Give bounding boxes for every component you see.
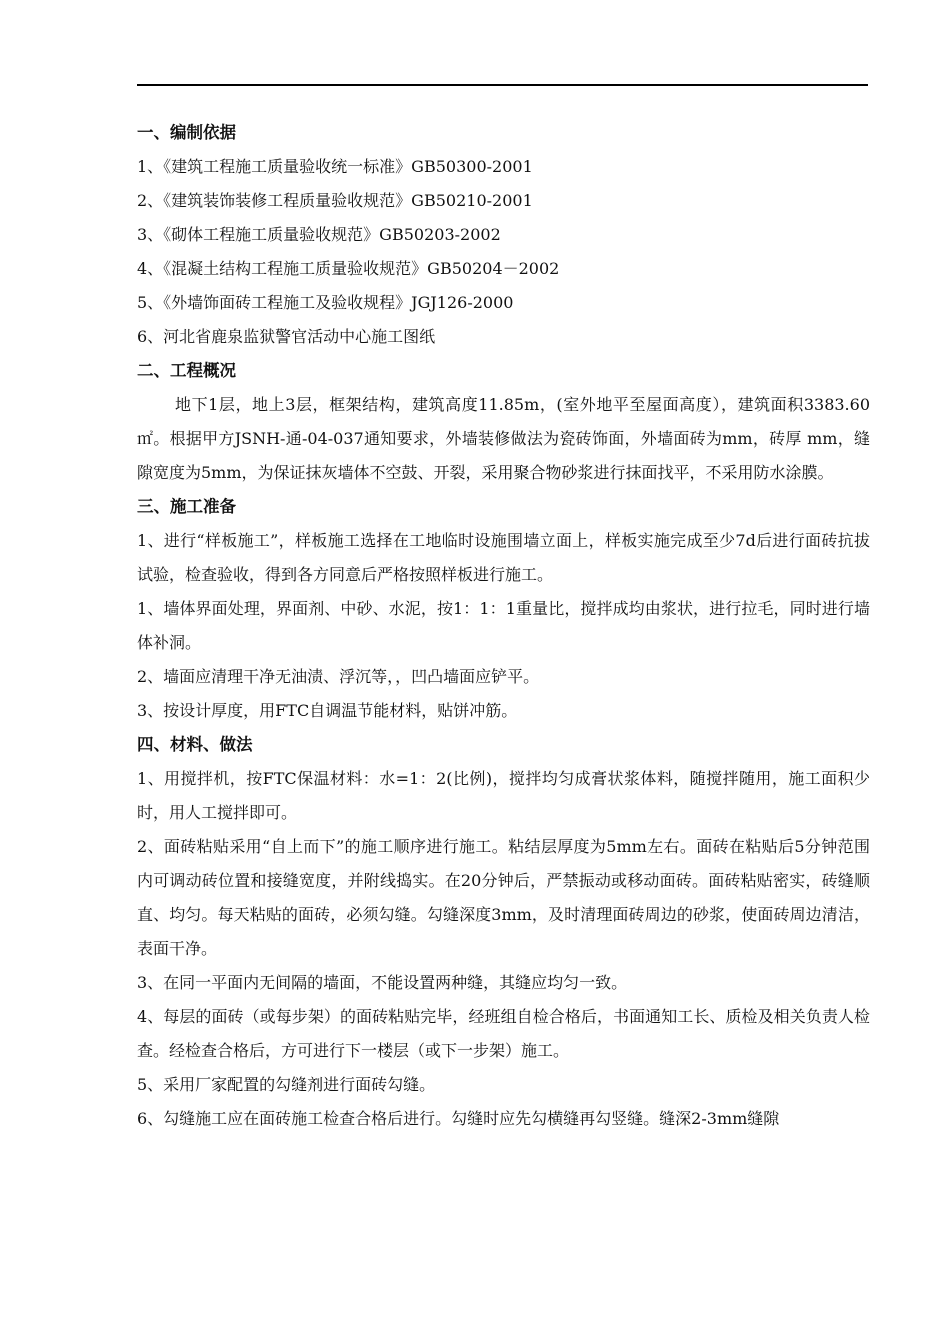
list-item: 1、进行“样板施工”，样板施工选择在工地临时设施围墙立面上，样板实施完成至少7d后进行面砖抗拔试验，检查验收，得到各方同意后严格按照样板进行施工。	[137, 531, 870, 584]
list-item: 6、河北省鹿泉监狱警官活动中心施工图纸	[137, 327, 436, 346]
document-body	[137, 116, 870, 1136]
list-item: 4、每层的面砖（或每步架）的面砖粘贴完毕，经班组自检合格后，书面通知工长、质检及相关负责人检查。经检查合格后，方可进行下一楼层（或下一步架）施工。	[137, 1007, 870, 1060]
list-item: 6、勾缝施工应在面砖施工检查合格后进行。勾缝时应先勾横缝再勾竖缝。缝深2-3mm缝隙	[137, 1109, 780, 1128]
list-item: 2、面砖粘贴采用“自上而下”的施工顺序进行施工。粘结层厚度为5mm左右。面砖在粘贴后5分钟范围内可调动砖位置和接缝宽度，并附线捣实。在20分钟后，严禁振动或移动面砖。面砖粘贴密实，砖缝顺直、均匀。每天粘贴的面砖，必须勾缝。勾缝深度3mm，及时清理面砖周边的砂浆，使面砖周边清洁，表面干净。	[137, 837, 870, 958]
list-item: 2、《建筑装饰装修工程质量验收规范》GB50210-2001	[137, 191, 533, 210]
list-item: 1、墙体界面处理，界面剂、中砂、水泥，按1：1：1重量比，搅拌成均由浆状，进行拉毛，同时进行墙体补洞。	[137, 599, 870, 652]
list-item: 3、《砌体工程施工质量验收规范》GB50203-2002	[137, 225, 501, 244]
section-heading-materials: 四、材料、做法	[137, 735, 253, 754]
list-item: 1、《建筑工程施工质量验收统一标准》GB50300-2001	[137, 157, 533, 176]
list-item: 3、在同一平面内无间隔的墙面，不能设置两种缝，其缝应均匀一致。	[137, 973, 628, 992]
section-heading-overview: 二、工程概况	[137, 361, 236, 380]
list-item: 5、《外墙饰面砖工程施工及验收规程》JGJ126-2000	[137, 293, 514, 312]
list-item: 2、墙面应清理干净无油渍、浮沉等，，凹凸墙面应铲平。	[137, 667, 540, 686]
list-item: 4、《混凝土结构工程施工质量验收规范》GB50204－2002	[137, 259, 560, 278]
overview-paragraph: 地下1层，地上3层，框架结构，建筑高度11.85m，(室外地平至屋面高度），建筑面积3383.60㎡。根据甲方JSNH-通-04-037通知要求，外墙装修做法为瓷砖饰面，外墙面砖为mm，砖厚 mm，缝隙宽度为5mm，为保证抹灰墙体不空鼓、开裂，采用聚合物砂浆进行抹面找平，不采用防水涂膜。	[137, 395, 870, 482]
list-item: 3、按设计厚度，用FTC自调温节能材料，贴饼冲筋。	[137, 701, 518, 720]
list-item: 1、用搅拌机，按FTC保温材料：水=1：2(比例)，搅拌均匀成膏状浆体料，随搅拌随用，施工面积少时，用人工搅拌即可。	[137, 769, 870, 822]
section-heading-preparation: 三、施工准备	[137, 497, 236, 516]
header-rule	[137, 84, 868, 86]
list-item: 5、采用厂家配置的勾缝剂进行面砖勾缝。	[137, 1075, 436, 1094]
section-heading-basis: 一、编制依据	[137, 123, 236, 142]
